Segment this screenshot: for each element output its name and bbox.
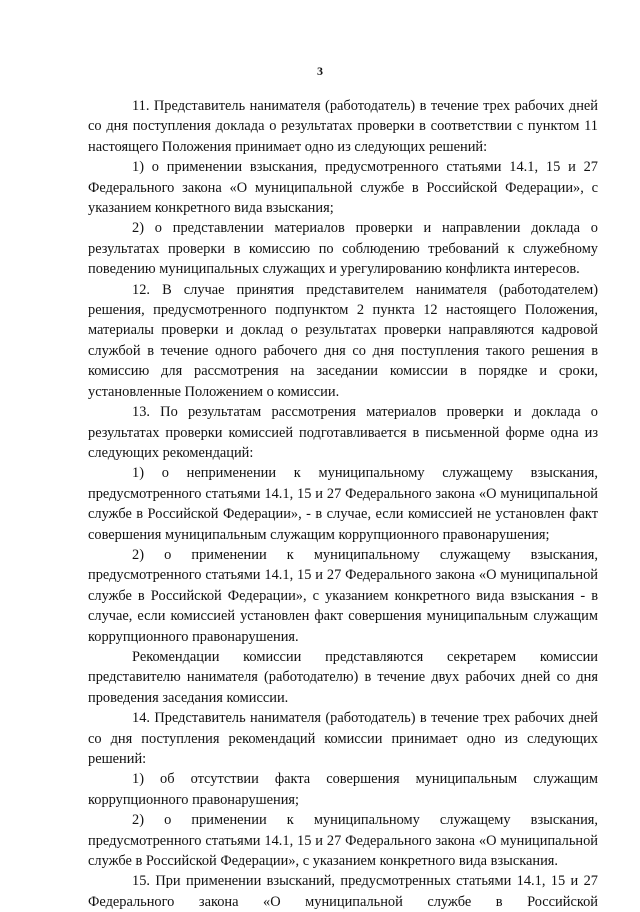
paragraph-14-item-1: 1) об отсутствии факта совершения муниципальным служащим коррупционного правонарушения; — [88, 771, 598, 808]
paragraph-14-item-2: 2) о применении к муниципальному служащему взыскания, предусмотренного статьями 14.1, 15 и 27 Федерального закона «О муниципальной службе в Российской Федерации», с указанием конкретного вида взыскания. — [88, 812, 598, 870]
paragraph-15: 15. При применении взысканий, предусмотренных статьями 14.1, 15 и 27 Федерального закона «О муниципальной службе в Российской — [88, 873, 598, 910]
paragraph-13-item-1: 1) о неприменении к муниципальному служащему взыскания, предусмотренного статьями 14.1, 15 и 27 Федерального закона «О муниципальной службе в Российской Федерации», - в случае, если комиссией не установлен факт совершения муниципальным служащим коррупционного правонарушения; — [88, 465, 598, 543]
paragraph-13-recommendations: Рекомендации комиссии представляются секретарем комиссии представителю нанимателя (работодателю) в течение двух рабочих дней со дня проведения заседания комиссии. — [88, 648, 598, 706]
page-number: 3 — [317, 64, 323, 78]
paragraph-12: 12. В случае принятия представителем нанимателя (работодателем) решения, предусмотренного подпунктом 2 пункта 12 настоящего Положения, материалы проверки и доклад о результатах проверки направляются кадровой службой в течение одного рабочего дня со дня поступления такого решения в комиссию для рассмотрения на заседании комиссии в порядке и сроки, установленные Положением о комиссии. — [88, 281, 598, 400]
paragraph-13: 13. По результатам рассмотрения материалов проверки и доклада о результатах проверки комиссией подготавливается в письменной форме одна из следующих рекомендаций: — [88, 404, 598, 461]
document-body — [88, 96, 598, 912]
paragraph-14: 14. Представитель нанимателя (работодатель) в течение трех рабочих дней со дня поступления рекомендаций комиссии принимает одно из следующих решений: — [88, 710, 598, 767]
paragraph-11-item-1: 1) о применении взыскания, предусмотренного статьями 14.1, 15 и 27 Федерального закона «О муниципальной службе в Российской Федерации», с указанием конкретного вида взыскания; — [88, 159, 598, 217]
paragraph-13-item-2: 2) о применении к муниципальному служащему взыскания, предусмотренного статьями 14.1, 15 и 27 Федерального закона «О муниципальной службе в Российской Федерации», с указанием конкретного вида взыскания - в случае, если комиссией установлен факт совершения муниципальным служащим коррупционного правонарушения. — [88, 546, 598, 645]
paragraph-11: 11. Представитель нанимателя (работодатель) в течение трех рабочих дней со дня поступления доклада о результатах проверки в соответствии с пунктом 11 настоящего Положения принимает одно из следующих решений: — [88, 98, 598, 155]
paragraph-11-item-2: 2) о представлении материалов проверки и направлении доклада о результатах проверки в комиссию по соблюдению требований к служебному поведению муниципальных служащих и урегулированию конфликта интересов. — [88, 220, 598, 278]
